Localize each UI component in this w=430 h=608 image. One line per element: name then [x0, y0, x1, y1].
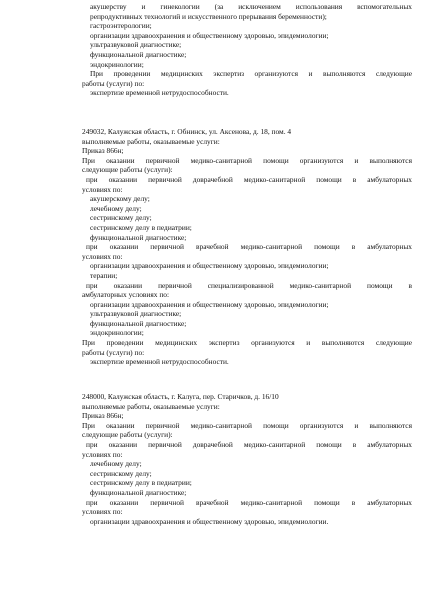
text-line: условиях по:	[82, 507, 123, 517]
text-line: ультразвуковой диагностике;	[90, 309, 182, 319]
section-address-kaluga	[82, 392, 412, 526]
text-line: работы (услуги) по:	[82, 78, 145, 88]
section-address-obninsk	[82, 127, 412, 367]
text-line: при оказании первичной специализированной медико-санитарной помощи в	[86, 280, 412, 290]
text-line: амбулаторных условиях по:	[82, 290, 170, 300]
text-line: экспертизе временной нетрудоспособности.	[90, 88, 229, 98]
text-line: выполняемые работы, оказываемые услуги:	[82, 136, 220, 146]
text-line: организации здравоохранения и общественному здоровью, эпидемиологии;	[90, 299, 329, 309]
text-line: сестринскому делу;	[90, 468, 152, 478]
text-line: сестринскому делу в педиатрии;	[90, 222, 192, 232]
text-line: при оказании первичной врачебной медико-санитарной помощи в амбулаторных	[86, 242, 412, 252]
text-line: условиях по:	[82, 251, 123, 261]
text-line: лечебному делу;	[90, 203, 142, 213]
text-line: Приказ 866н;	[82, 146, 124, 156]
text-line: при оказании первичной доврачебной медико-санитарной помощи в амбулаторных	[86, 439, 412, 449]
text-line: лечебному делу;	[90, 459, 142, 469]
text-line: терапии;	[90, 270, 118, 280]
text-line: при оказании первичной доврачебной медико-санитарной помощи в амбулаторных	[86, 174, 412, 184]
text-line: При оказании первичной медико-санитарной помощи организуются и выполняются	[82, 420, 412, 430]
text-line: следующие работы (услуги):	[82, 430, 173, 440]
text-line: ультразвуковой диагностике;	[90, 40, 182, 50]
text-line: функциональной диагностике;	[90, 318, 187, 328]
text-line: эндокринологии;	[90, 328, 144, 338]
text-line: сестринскому делу в педиатрии;	[90, 478, 192, 488]
text-line: акушерству и гинекологии (за исключением использования вспомогательных	[90, 2, 412, 11]
text-line: экспертизе временной нетрудоспособности.	[90, 357, 229, 367]
address-line: 248000, Калужская область, г. Калуга, пер. Старичков, д. 16/10	[82, 392, 279, 401]
text-line: репродуктивных технологий и искусственного прерывания беременности);	[90, 11, 327, 21]
text-line: При проведении медицинских экспертиз организуются и выполняются следующие	[90, 69, 412, 79]
text-line: функциональной диагностике;	[90, 49, 187, 59]
text-line: При оказании первичной медико-санитарной помощи организуются и выполняются	[82, 155, 412, 165]
text-line: функциональной диагностике;	[90, 487, 187, 497]
section-continuation	[82, 2, 412, 98]
text-line: условиях по:	[82, 449, 123, 459]
text-line: эндокринологии;	[90, 59, 144, 69]
text-line: акушерскому делу;	[90, 194, 150, 204]
text-line: организации здравоохранения и общественному здоровью, эпидемиологии.	[90, 516, 329, 526]
text-line: гастроэнтерологии;	[90, 21, 152, 31]
text-line: следующие работы (услуги):	[82, 165, 173, 175]
address-line: 249032, Калужская область, г. Обнинск, ул. Аксенова, д. 18, пом. 4	[82, 127, 292, 136]
text-line: при оказании первичной врачебной медико-санитарной помощи в амбулаторных	[86, 497, 412, 507]
text-line: сестринскому делу;	[90, 213, 152, 223]
text-line: функциональной диагностике;	[90, 232, 187, 242]
text-line: выполняемые работы, оказываемые услуги:	[82, 401, 220, 411]
text-line: При проведении медицинских экспертиз организуются и выполняются следующие	[82, 338, 412, 348]
text-line: организации здравоохранения и общественному здоровью, эпидемиологии;	[90, 261, 329, 271]
text-line: Приказ 866н;	[82, 411, 124, 421]
text-line: организации здравоохранения и общественному здоровью, эпидемиологии;	[90, 30, 329, 40]
text-line: условиях по:	[82, 184, 123, 194]
text-line: работы (услуги) по:	[82, 347, 145, 357]
